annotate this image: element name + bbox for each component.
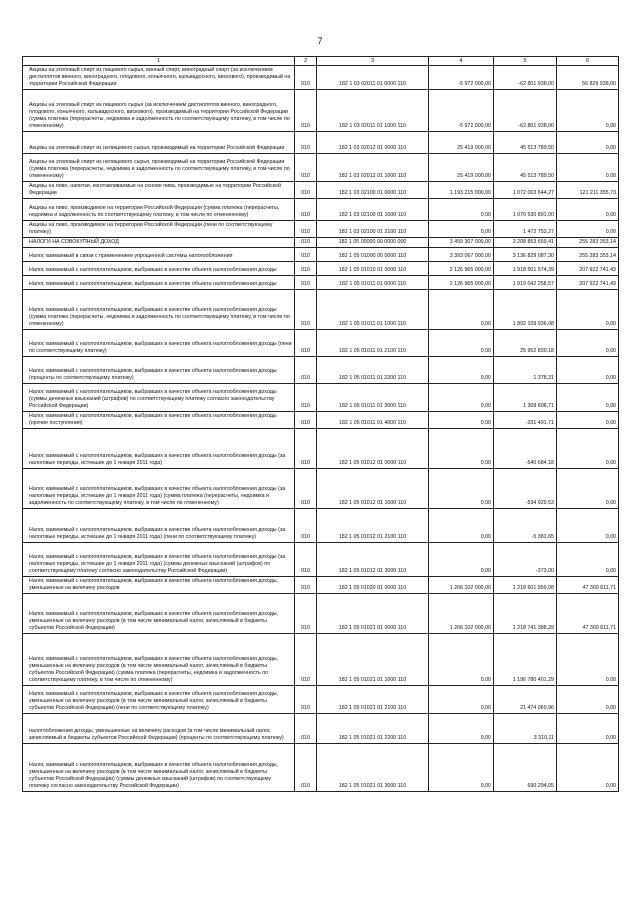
- row-remainder-cell: 255 283 353,14: [557, 237, 619, 247]
- column-header-1: 1: [23, 57, 295, 66]
- row-fact-cell: -373,00: [494, 542, 557, 576]
- row-remainder-cell: 0,00: [557, 542, 619, 576]
- table-row: [23, 261, 619, 275]
- row-budget-code-cell: 182 1 05 01021 01 0000 110: [317, 593, 429, 633]
- row-name-cell: Налог, взимаемый с налогоплательщиков, выбравших в качестве объекта налогообложения доходы (за налоговые периоды, истекшие до 1 января 2011 года) (пени по соответствующему платежу): [23, 508, 295, 542]
- table-row: [23, 383, 619, 411]
- row-budget-code-cell: 182 1 05 00000 00 0000 000: [317, 237, 429, 247]
- row-line-code-cell: 010: [295, 542, 317, 576]
- row-line-code-cell: 010: [295, 154, 317, 182]
- row-line-code-cell: 010: [295, 275, 317, 289]
- row-budget-code-cell: 182 1 05 01021 01 2100 110: [317, 685, 429, 713]
- row-plan-cell: 25 419 000,00: [429, 154, 494, 182]
- row-fact-cell: 3 136 829 087,30: [494, 247, 557, 261]
- row-name-cell: Налог, взимаемый с налогоплательщиков, выбравших в качестве объекта налогообложения доходы (пени по соответствующему платежу): [23, 329, 295, 356]
- row-fact-cell: 1 309 606,71: [494, 383, 557, 411]
- table-row: [23, 428, 619, 468]
- row-plan-cell: -5 972 000,00: [429, 90, 494, 132]
- table-row: [23, 237, 619, 247]
- row-fact-cell: -62 801 938,00: [494, 66, 557, 90]
- row-fact-cell: -62 801 938,00: [494, 90, 557, 132]
- table-row: [23, 198, 619, 220]
- row-remainder-cell: 0,00: [557, 713, 619, 743]
- row-remainder-cell: 0,00: [557, 428, 619, 468]
- row-fact-cell: 1 472 753,27: [494, 220, 557, 237]
- row-plan-cell: 25 419 000,00: [429, 132, 494, 154]
- row-name-cell: Налог, взимаемый с налогоплательщиков, выбравших в качестве объекта налогообложения доходы (сумма платежа (перерасчеты, недоимка и задолженность по соответствующему платежу, в том числе по отмененному): [23, 289, 295, 329]
- row-name-cell: Налог, взимаемый в связи с применением упрощенной системы налогообложения: [23, 247, 295, 261]
- table-row: [23, 329, 619, 356]
- row-name-cell: Налог, взимаемый с налогоплательщиков, выбравших в качестве объекта налогообложения доходы (за налоговые периоды, истекшие до 1 января 2011 года) (сумма платежа (перерасчеты, недоимка и задолженность по соответствующему платежу, в том числе по отмененному): [23, 468, 295, 508]
- row-name-cell: Налог, взимаемый с налогоплательщиков, выбравших в качестве объекта налогообложения доходы (за налоговые периоды, истекшие до 1 января 2011 года) (суммы денежных взысканий (штрафов) по соответствующему платежу согласно законодательству Российской Федерации): [23, 542, 295, 576]
- row-line-code-cell: 010: [295, 220, 317, 237]
- row-line-code-cell: 010: [295, 743, 317, 791]
- row-line-code-cell: 010: [295, 428, 317, 468]
- row-fact-cell: 1 892 109 936,08: [494, 289, 557, 329]
- row-fact-cell: 45 513 789,50: [494, 154, 557, 182]
- table-row: [23, 713, 619, 743]
- table-row: [23, 182, 619, 199]
- table-row: [23, 220, 619, 237]
- row-line-code-cell: 010: [295, 329, 317, 356]
- row-remainder-cell: 0,00: [557, 198, 619, 220]
- row-budget-code-cell: 182 1 03 02012 01 1000 110: [317, 154, 429, 182]
- table-row: [23, 593, 619, 633]
- table-row: [23, 576, 619, 593]
- row-fact-cell: 45 513 789,50: [494, 132, 557, 154]
- row-budget-code-cell: 182 1 05 01000 00 0000 110: [317, 247, 429, 261]
- row-name-cell: Акцизы на этиловый спирт из пищевого сырья (за исключением дистиллятов винного, виноградного, плодового, коньячного, кальвадосного, вискового), производимый на территории Российской Федерации (сумма платежа (перерасчеты, недоимка и задолженность по соответствующему платежу, в том числе по отмененному): [23, 90, 295, 132]
- row-plan-cell: 0,00: [429, 743, 494, 791]
- row-budget-code-cell: 182 1 05 01012 01 2100 110: [317, 508, 429, 542]
- table-row: [23, 743, 619, 791]
- row-plan-cell: 1 266 102 000,00: [429, 576, 494, 593]
- row-plan-cell: 0,00: [429, 428, 494, 468]
- row-remainder-cell: 0,00: [557, 468, 619, 508]
- row-line-code-cell: 010: [295, 356, 317, 383]
- row-budget-code-cell: 182 1 05 01011 01 2100 110: [317, 329, 429, 356]
- row-plan-cell: 1 193 215 000,00: [429, 182, 494, 199]
- row-plan-cell: 2 126 965 000,00: [429, 261, 494, 275]
- row-remainder-cell: 47 360 611,71: [557, 593, 619, 633]
- row-remainder-cell: 0,00: [557, 411, 619, 428]
- row-remainder-cell: 0,00: [557, 90, 619, 132]
- row-name-cell: Налог, взимаемый с налогоплательщиков, выбравших в качестве объекта налогообложения доходы (прочие поступления): [23, 411, 295, 428]
- row-plan-cell: 0,00: [429, 383, 494, 411]
- row-budget-code-cell: 182 1 05 01012 01 3000 110: [317, 542, 429, 576]
- column-header-4: 4: [429, 57, 494, 66]
- row-fact-cell: -5 381,65: [494, 508, 557, 542]
- row-plan-cell: 0,00: [429, 633, 494, 685]
- table-row: [23, 685, 619, 713]
- row-fact-cell: -331 491,71: [494, 411, 557, 428]
- row-remainder-cell: 0,00: [557, 685, 619, 713]
- table-row: [23, 542, 619, 576]
- row-remainder-cell: 0,00: [557, 356, 619, 383]
- row-plan-cell: 0,00: [429, 356, 494, 383]
- page-number: 7: [317, 36, 323, 46]
- row-remainder-cell: 0,00: [557, 508, 619, 542]
- row-name-cell: Налог, взимаемый с налогоплательщиков, выбравших в качестве объекта налогообложения доходы, уменьшенные на величину расходов: [23, 576, 295, 593]
- row-fact-cell: 1 072 003 644,27: [494, 182, 557, 199]
- row-plan-cell: 3 459 307 000,00: [429, 237, 494, 247]
- row-remainder-cell: 56 829 938,00: [557, 66, 619, 90]
- row-budget-code-cell: 182 1 05 01012 01 1000 110: [317, 468, 429, 508]
- row-line-code-cell: 010: [295, 247, 317, 261]
- row-budget-code-cell: 182 1 05 01021 01 1000 110: [317, 633, 429, 685]
- row-remainder-cell: 0,00: [557, 633, 619, 685]
- row-budget-code-cell: 182 1 03 02011 01 1000 110: [317, 90, 429, 132]
- row-line-code-cell: 010: [295, 576, 317, 593]
- row-plan-cell: 0,00: [429, 411, 494, 428]
- row-name-cell: Акцизы на пиво, производимое на территории Российской Федерации (пени по соответствующему платежу): [23, 220, 295, 237]
- column-number-row: [23, 57, 619, 66]
- row-remainder-cell: 0,00: [557, 132, 619, 154]
- row-plan-cell: 3 393 067 000,00: [429, 247, 494, 261]
- row-line-code-cell: 010: [295, 411, 317, 428]
- revenue-table: [22, 56, 619, 792]
- table-row: [23, 90, 619, 132]
- row-plan-cell: 0,00: [429, 542, 494, 576]
- row-fact-cell: 1 919 042 258,57: [494, 275, 557, 289]
- row-line-code-cell: 010: [295, 633, 317, 685]
- row-plan-cell: 1 266 102 000,00: [429, 593, 494, 633]
- row-plan-cell: 0,00: [429, 508, 494, 542]
- row-line-code-cell: 010: [295, 508, 317, 542]
- table-row: [23, 247, 619, 261]
- table-body: [23, 66, 619, 792]
- table-row: [23, 289, 619, 329]
- row-line-code-cell: 010: [295, 383, 317, 411]
- row-budget-code-cell: 182 1 05 01010 01 0000 110: [317, 261, 429, 275]
- table-row: [23, 468, 619, 508]
- row-line-code-cell: 010: [295, 593, 317, 633]
- row-name-cell: Акцизы на пиво, производимое на территории Российской Федерации (сумма платежа (перерасчеты, недоимка и задолженность по соответствующему платежу, в том числе по отмененному): [23, 198, 295, 220]
- row-fact-cell: 1 218 601 959,08: [494, 576, 557, 593]
- row-line-code-cell: 010: [295, 182, 317, 199]
- row-fact-cell: 25 952 830,18: [494, 329, 557, 356]
- row-plan-cell: 0,00: [429, 713, 494, 743]
- row-line-code-cell: 010: [295, 468, 317, 508]
- row-budget-code-cell: 182 1 03 02011 01 0000 110: [317, 66, 429, 90]
- row-line-code-cell: 010: [295, 713, 317, 743]
- row-fact-cell: 3 310,11: [494, 713, 557, 743]
- row-budget-code-cell: 182 1 03 02100 01 1000 110: [317, 198, 429, 220]
- row-fact-cell: 1 218 741 388,29: [494, 593, 557, 633]
- row-name-cell: Налог, взимаемый с налогоплательщиков, выбравших в качестве объекта налогообложения доходы: [23, 275, 295, 289]
- row-plan-cell: 2 126 965 000,00: [429, 275, 494, 289]
- row-fact-cell: -540 684,18: [494, 428, 557, 468]
- row-budget-code-cell: 182 1 05 01020 01 0000 110: [317, 576, 429, 593]
- row-name-cell: налогообложения доходы, уменьшенные на величину расходов (в том числе минимальный налог, зачисляемый в бюджеты субъектов Российской Федерации) (проценты по соответствующему платежу): [23, 713, 295, 743]
- row-name-cell: Налог, взимаемый с налогоплательщиков, выбравших в качестве объекта налогообложения доходы, уменьшенные на величину расходов (в том числе минимальный налог, зачисляемый в бюджеты субъектов Российской Федерации): [23, 593, 295, 633]
- row-name-cell: Налог, взимаемый с налогоплательщиков, выбравших в качестве объекта налогообложения доходы: [23, 261, 295, 275]
- row-name-cell: Акцизы на пиво, напитки, изготавливаемые на основе пива, производимые на территории Российской Федерации: [23, 182, 295, 199]
- column-header-3: 3: [317, 57, 429, 66]
- row-name-cell: НАЛОГИ НА СОВОКУПНЫЙ ДОХОД: [23, 237, 295, 247]
- row-budget-code-cell: 182 1 05 01021 01 2200 110: [317, 713, 429, 743]
- row-line-code-cell: 010: [295, 90, 317, 132]
- row-line-code-cell: 010: [295, 237, 317, 247]
- row-budget-code-cell: 182 1 05 01011 01 3000 110: [317, 383, 429, 411]
- row-remainder-cell: 0,00: [557, 289, 619, 329]
- row-budget-code-cell: 182 1 03 02100 01 0000 110: [317, 182, 429, 199]
- row-remainder-cell: 207 922 741,43: [557, 261, 619, 275]
- row-name-cell: Акцизы на этиловый спирт из пищевого сырья, винный спирт, виноградный спирт (за исключением дистиллятов винного, виноградного, плодового, коньячного, кальвадосного, вискового), производимый на территории Российской Федерации: [23, 66, 295, 90]
- row-name-cell: Налог, взимаемый с налогоплательщиков, выбравших в качестве объекта налогообложения доходы, уменьшенные на величину расходов (в том числе минимальный налог, зачисляемый в бюджеты субъектов Российской Федерации) (сумма платежа (перерасчеты, недоимка и задолженность по соответствующему платежу, в том числе по отмененному): [23, 633, 295, 685]
- row-budget-code-cell: 182 1 05 01011 01 0000 110: [317, 275, 429, 289]
- row-line-code-cell: 010: [295, 132, 317, 154]
- row-remainder-cell: 0,00: [557, 220, 619, 237]
- column-header-6: 6: [557, 57, 619, 66]
- row-name-cell: Акцизы на этиловый спирт из непищевого сырья, производимый на территории Российской Федерации (сумма платежа (перерасчеты, недоимка и задолженность по соответствующему платежу, в том числе по отмененному): [23, 154, 295, 182]
- row-budget-code-cell: 182 1 05 01011 01 2200 110: [317, 356, 429, 383]
- table-row: [23, 66, 619, 90]
- row-plan-cell: 0,00: [429, 329, 494, 356]
- row-line-code-cell: 010: [295, 289, 317, 329]
- table-row: [23, 411, 619, 428]
- row-plan-cell: 0,00: [429, 198, 494, 220]
- row-name-cell: Налог, взимаемый с налогоплательщиков, выбравших в качестве объекта налогообложения доходы (проценты по соответствующему платежу): [23, 356, 295, 383]
- row-line-code-cell: 010: [295, 261, 317, 275]
- row-name-cell: Налог, взимаемый с налогоплательщиков, выбравших в качестве объекта налогообложения доходы (суммы денежных взысканий (штрафов) по соответствующему платежу согласно законодательству Российской Федерации): [23, 383, 295, 411]
- row-name-cell: Налог, взимаемый с налогоплательщиков, выбравших в качестве объекта налогообложения доходы (за налоговые периоды, истекшие до 1 января 2011 года): [23, 428, 295, 468]
- row-fact-cell: 690 294,05: [494, 743, 557, 791]
- row-budget-code-cell: 182 1 03 02100 01 2100 110: [317, 220, 429, 237]
- table-row: [23, 633, 619, 685]
- row-fact-cell: 21 474 060,96: [494, 685, 557, 713]
- row-plan-cell: 0,00: [429, 468, 494, 508]
- row-fact-cell: 1 196 780 401,29: [494, 633, 557, 685]
- row-budget-code-cell: 182 1 05 01011 01 4000 110: [317, 411, 429, 428]
- row-fact-cell: 1 378,31: [494, 356, 557, 383]
- row-line-code-cell: 010: [295, 685, 317, 713]
- table-row: [23, 356, 619, 383]
- row-name-cell: Акцизы на этиловый спирт из непищевого сырья, производимый на территории Российской Федерации: [23, 132, 295, 154]
- table-row: [23, 132, 619, 154]
- row-line-code-cell: 010: [295, 66, 317, 90]
- column-header-2: 2: [295, 57, 317, 66]
- row-budget-code-cell: 182 1 05 01011 01 1000 110: [317, 289, 429, 329]
- table-row: [23, 154, 619, 182]
- row-plan-cell: 0,00: [429, 220, 494, 237]
- row-fact-cell: 1 070 530 891,00: [494, 198, 557, 220]
- row-remainder-cell: 47 360 611,71: [557, 576, 619, 593]
- row-line-code-cell: 010: [295, 198, 317, 220]
- column-header-5: 5: [494, 57, 557, 66]
- row-remainder-cell: 207 922 741,43: [557, 275, 619, 289]
- row-remainder-cell: 0,00: [557, 154, 619, 182]
- row-remainder-cell: 0,00: [557, 383, 619, 411]
- row-budget-code-cell: 182 1 03 02012 01 0000 110: [317, 132, 429, 154]
- row-plan-cell: 0,00: [429, 289, 494, 329]
- table-row: [23, 508, 619, 542]
- row-remainder-cell: 121 211 355,73: [557, 182, 619, 199]
- row-budget-code-cell: 182 1 05 01012 01 0000 110: [317, 428, 429, 468]
- row-remainder-cell: 0,00: [557, 743, 619, 791]
- row-plan-cell: -5 972 000,00: [429, 66, 494, 90]
- table-row: [23, 275, 619, 289]
- row-budget-code-cell: 182 1 05 01021 01 3000 110: [317, 743, 429, 791]
- report-table-container: [22, 56, 618, 792]
- row-name-cell: Налог, взимаемый с налогоплательщиков, выбравших в качестве объекта налогообложения доходы, уменьшенные на величину расходов (в том числе минимальный налог, зачисляемый в бюджеты субъектов Российской Федерации) (суммы денежных взысканий (штрафов) по соответствующему платежу согласно законодательству Российской Федерации): [23, 743, 295, 791]
- row-fact-cell: -534 929,53: [494, 468, 557, 508]
- row-plan-cell: 0,00: [429, 685, 494, 713]
- row-remainder-cell: 0,00: [557, 329, 619, 356]
- row-remainder-cell: 255 283 353,14: [557, 247, 619, 261]
- row-fact-cell: 3 208 853 659,41: [494, 237, 557, 247]
- row-name-cell: Налог, взимаемый с налогоплательщиков, выбравших в качестве объекта налогообложения доходы, уменьшенные на величину расходов (в том числе минимальный налог, зачисляемый в бюджеты субъектов Российской Федерации) (пени по соответствующему платежу): [23, 685, 295, 713]
- row-fact-cell: 1 918 501 574,39: [494, 261, 557, 275]
